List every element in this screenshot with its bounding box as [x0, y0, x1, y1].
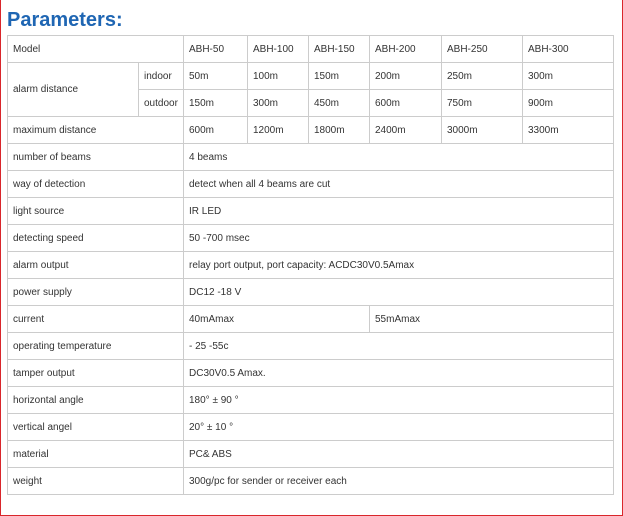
table-row: [8, 279, 614, 306]
table-cell: 600m: [370, 90, 442, 117]
table-cell: 3300m: [523, 117, 614, 144]
table-cell: 4 beams: [184, 144, 614, 171]
table-cell: 40mAmax: [184, 306, 370, 333]
row-label: maximum distance: [8, 117, 184, 144]
table-cell: IR LED: [184, 198, 614, 225]
row-label: weight: [8, 468, 184, 495]
model-header: ABH-300: [523, 36, 614, 63]
table-cell: 2400m: [370, 117, 442, 144]
table-cell: 3000m: [442, 117, 523, 144]
row-label: power supply: [8, 279, 184, 306]
table-row-alarm-indoor: [8, 63, 614, 90]
table-cell: 200m: [370, 63, 442, 90]
row-label: number of beams: [8, 144, 184, 171]
row-label: Model: [8, 36, 184, 63]
row-label: material: [8, 441, 184, 468]
table-row-current: [8, 306, 614, 333]
row-label: detecting speed: [8, 225, 184, 252]
table-row: [8, 360, 614, 387]
table-row-maximum-distance: [8, 117, 614, 144]
table-row: [8, 171, 614, 198]
row-label: alarm distance: [8, 63, 139, 117]
model-header: ABH-100: [248, 36, 309, 63]
sub-label: outdoor: [139, 90, 184, 117]
table-cell: 450m: [309, 90, 370, 117]
table-row: [8, 333, 614, 360]
page-title: Parameters:: [7, 9, 123, 31]
table-row: [8, 387, 614, 414]
row-label: way of detection: [8, 171, 184, 198]
table-cell: 300m: [523, 63, 614, 90]
table-cell: 180° ± 90 °: [184, 387, 614, 414]
table-cell: relay port output, port capacity: ACDC30V0.5Amax: [184, 252, 614, 279]
table-cell: - 25 -55c: [184, 333, 614, 360]
table-row: [8, 252, 614, 279]
table-cell: 1800m: [309, 117, 370, 144]
row-label: tamper output: [8, 360, 184, 387]
sub-label: indoor: [139, 63, 184, 90]
model-header: ABH-150: [309, 36, 370, 63]
table-row: [8, 441, 614, 468]
table-cell: 150m: [309, 63, 370, 90]
model-header: ABH-50: [184, 36, 248, 63]
table-cell: 100m: [248, 63, 309, 90]
row-label: horizontal angle: [8, 387, 184, 414]
parameters-table: [7, 35, 614, 495]
row-label: operating temperature: [8, 333, 184, 360]
row-label: alarm output: [8, 252, 184, 279]
table-cell: 750m: [442, 90, 523, 117]
table-row: [8, 468, 614, 495]
table-cell: 50m: [184, 63, 248, 90]
table-cell: 55mAmax: [370, 306, 614, 333]
table-cell: 250m: [442, 63, 523, 90]
table-cell: 50 -700 msec: [184, 225, 614, 252]
table-cell: DC30V0.5 Amax.: [184, 360, 614, 387]
table-row: [8, 144, 614, 171]
table-cell: PC& ABS: [184, 441, 614, 468]
table-cell: 20° ± 10 °: [184, 414, 614, 441]
model-header: ABH-200: [370, 36, 442, 63]
row-label: light source: [8, 198, 184, 225]
table-cell: detect when all 4 beams are cut: [184, 171, 614, 198]
table-cell: 300m: [248, 90, 309, 117]
row-label: current: [8, 306, 184, 333]
table-row: [8, 225, 614, 252]
table-cell: 150m: [184, 90, 248, 117]
table-cell: DC12 -18 V: [184, 279, 614, 306]
table-cell: 300g/pc for sender or receiver each: [184, 468, 614, 495]
table-row: [8, 198, 614, 225]
model-header: ABH-250: [442, 36, 523, 63]
table-row-model: [8, 36, 614, 63]
table-row: [8, 414, 614, 441]
row-label: vertical angel: [8, 414, 184, 441]
table-cell: 600m: [184, 117, 248, 144]
table-cell: 1200m: [248, 117, 309, 144]
table-cell: 900m: [523, 90, 614, 117]
